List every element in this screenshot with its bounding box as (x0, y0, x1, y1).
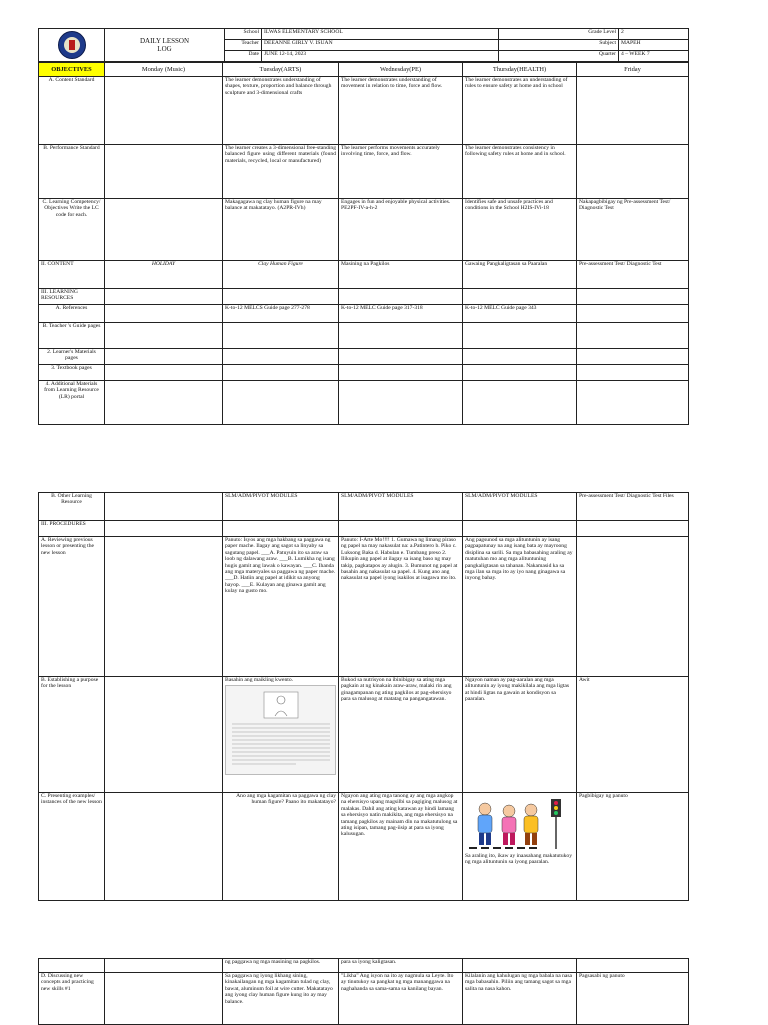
table-row (39, 289, 689, 305)
subject-value: MAPEH (619, 40, 689, 51)
table-cell (577, 381, 689, 425)
row-label: 4. Additional Materials from Learning Resource (LR) portal (39, 381, 105, 425)
table-cell (577, 323, 689, 349)
grade-level-value: 2 (619, 29, 689, 40)
table-row (39, 77, 689, 145)
table-cell: Panuto: Isyos ang mga hakbang sa paggawa ng paper mache. Ilagay ang sagot sa linyaby sa sagutang papel. ___A. Patuyuin ito sa araw sa loob ng dalawang araw. ___B. Lumikha ng isang hugis gamit ang lawak o kawayan. ___C. Ihanda ang mga materyales sa paggawa ng paper mache. ___D. Hatiin ang papel at idikit sa anyong hayop. ___E. Kulayan ang ginawa gamit ang kulay na gusto mo. (223, 537, 339, 677)
table-row (39, 349, 689, 365)
table-cell (463, 381, 577, 425)
table-cell: The learner demonstrates understanding of shapes, texture, proportion and balance through sculpture and 3-dimensional crafts (223, 77, 339, 145)
table-cell: Gawaing Pangkaligtasan sa Paaralan (463, 261, 577, 289)
table-cell (463, 365, 577, 381)
day-header-thursday: Thursday(HEALTH) (463, 63, 577, 77)
procedures-table (38, 492, 689, 901)
row-label: 3. Textbook pages (39, 365, 105, 381)
table-cell: Pagbibigay ng panuto (577, 793, 689, 901)
table-cell (105, 145, 223, 199)
table-cell (463, 793, 577, 901)
school-label: School (225, 29, 262, 40)
row-label: C. Learning Competency/ Objectives Write the LC code for each. (39, 199, 105, 261)
table-cell: Ang pagsunod sa mga alituntunin ay isang pagpapatunay na ang isang bata ay mayroong disiplina sa sarili. Sa mga babasahing araling ay matutuhan mo ang mga alituntuning pangkaligtasan sa tahanan. Nakamasid ka sa mga ilan sa mga ito ay iyo nang ginagawa sa inyong bahay. (463, 537, 577, 677)
table-cell (105, 959, 223, 973)
table-cell (105, 323, 223, 349)
children-crossing-icon (465, 795, 573, 851)
row-label: B. Establishing a purpose for the lesson (39, 677, 105, 793)
teacher-value: DEEANNE GIRLY V. ISUAN (262, 40, 499, 51)
table-row (39, 493, 689, 521)
table-cell: SLM/ADM/PIVOT MODULES (223, 493, 339, 521)
table-cell (577, 77, 689, 145)
table-cell: The learner demonstrates an understanding of rules to ensure safety at home and in school (463, 77, 577, 145)
table-cell: ng paggawa ng mga masining na pagkilos. (223, 959, 339, 973)
table-cell: Clay Human Figure (223, 261, 339, 289)
row-label: C. Presenting examples/ instances of the new lesson (39, 793, 105, 901)
table-cell (105, 537, 223, 677)
table-row (39, 521, 689, 537)
lesson-log-block-1 (38, 28, 688, 425)
table-cell: HOLIDAY (105, 261, 223, 289)
table-cell (223, 349, 339, 365)
lesson-text: Sa araling ito, ikaw ay inaasahang makatutukoy ng mga alituntunin sa iyong paaralan. (465, 853, 573, 866)
table-cell (223, 677, 339, 793)
row-label: B. Teacher 's Guide pages (39, 323, 105, 349)
table-cell (577, 305, 689, 323)
table-cell (339, 349, 463, 365)
table-cell (105, 199, 223, 261)
table-cell (105, 289, 223, 305)
deped-seal-icon (58, 31, 86, 59)
table-cell: Identifies safe and unsafe practices and conditions in the School H2IS-IVi-18 (463, 199, 577, 261)
table-cell (463, 289, 577, 305)
table-cell (577, 537, 689, 677)
table-row (39, 537, 689, 677)
objectives-table (38, 62, 689, 425)
header-table (38, 28, 689, 62)
table-cell (223, 521, 339, 537)
quarter-label: Quarter (499, 51, 619, 62)
lesson-log-block-3 (38, 958, 688, 1025)
table-cell: Pre-assessment Test/ Diagnostic Test Files (577, 493, 689, 521)
row-label: III. PROCEDURES (39, 521, 105, 537)
date-label: Date (225, 51, 262, 62)
table-cell (105, 365, 223, 381)
table-cell (105, 305, 223, 323)
table-cell (105, 793, 223, 901)
table-cell: Pre-assessment Test/ Diagnostic Test (577, 261, 689, 289)
table-cell (339, 381, 463, 425)
table-cell (577, 145, 689, 199)
table-cell: K-to-12 MELCS Guide page 277-278 (223, 305, 339, 323)
table-cell (105, 381, 223, 425)
table-cell (223, 323, 339, 349)
table-row (39, 793, 689, 901)
table-row (39, 973, 689, 1025)
story-page-image (225, 685, 336, 775)
row-label: B. Other Learning Resource (39, 493, 105, 521)
table-cell (105, 349, 223, 365)
table-cell: Pagsasabi ng panuto (577, 973, 689, 1025)
discussion-table (38, 958, 689, 1025)
table-cell: Sa paggawa ng iyong likhang sining, kinakailangan ng mga kagamitan tulad ng clay, bawat, aluminum foil at wire cutter. Makatatayo ang iyong clay human figure kung ito ay may balance. (223, 973, 339, 1025)
row-label: D. Discussing new concepts and practicing new skills #1 (39, 973, 105, 1025)
table-cell (339, 289, 463, 305)
table-cell (105, 77, 223, 145)
table-cell: The learner creates a 3-dimensional free-standing balanced figure using different materials (found materials, recycled, local or manufactured) (223, 145, 339, 199)
day-header-monday: Monday (Music) (105, 63, 223, 77)
deped-seal (39, 29, 105, 62)
table-cell (463, 349, 577, 365)
table-cell: SLM/ADM/PIVOT MODULES (339, 493, 463, 521)
table-cell: The learner demonstrates understanding of movement in relation to time, force and flow. (339, 77, 463, 145)
row-label: II. CONTENT (39, 261, 105, 289)
lesson-log-block-2 (38, 492, 688, 901)
table-cell (577, 365, 689, 381)
table-cell: Masining na Pagkilos (339, 261, 463, 289)
row-label: 2. Learner's Materials pages (39, 349, 105, 365)
table-cell (105, 677, 223, 793)
table-cell (105, 521, 223, 537)
table-cell (105, 493, 223, 521)
school-safety-image (465, 795, 574, 851)
table-cell (223, 365, 339, 381)
table-cell: Ngayon naman ay pag-aaralan ang mga alituntunin ay iyong makikilala ang mga ligtas at hindi ligtas na gawain at kondisyon sa paaralan. (463, 677, 577, 793)
table-cell: Engages in fun and enjoyable physical activities. PE2PF-IV-a-h-2 (339, 199, 463, 261)
table-cell: "Likha" Ang isyon na ito ay nagmula sa Leyte. Ito ay tinutukoy sa pangkat ng mga mananggawa na naghahanda sa sama-sama sa kanilang bayan. (339, 973, 463, 1025)
table-row (39, 145, 689, 199)
table-cell: Makagagawa ng clay human figure na may balance at makatatayo. (A2PR-IVh) (223, 199, 339, 261)
day-header-tuesday: Tuesday(ARTS) (223, 63, 339, 77)
date-value: JUNE 12-14, 2023 (262, 51, 499, 62)
table-row (39, 199, 689, 261)
table-cell (339, 365, 463, 381)
table-cell (105, 973, 223, 1025)
table-cell: Bukod sa nutrisyon na ibinibigay sa ating mga pagkain at ng kinakain araw-araw, malaki rin ang ginagampanan ng ating pagkilos at pag-ehersisyo para sa malusog at matatag na pangangatawan. (339, 677, 463, 793)
row-label: B. Performance Standard (39, 145, 105, 199)
subject-label: Subject (499, 40, 619, 51)
table-row (39, 677, 689, 793)
table-cell: The learner demonstrates consistency in following safety rules at home and in school. (463, 145, 577, 199)
table-row (39, 381, 689, 425)
story-prompt: Basahin ang maikling kwento. (225, 677, 294, 683)
story-illustration-icon (226, 686, 336, 772)
day-header-friday: Friday (577, 63, 689, 77)
table-cell (463, 323, 577, 349)
table-cell: The learner performs movements accurately involving time, force, and flow. (339, 145, 463, 199)
table-cell: para sa iyong kaligtasan. (339, 959, 463, 973)
table-cell: Ano ang mga kagamitan sa paggawa ng clay human figure? Paano ito makatatayo? (223, 793, 339, 901)
table-cell: K-to-12 MELC Guide page 317-318 (339, 305, 463, 323)
objectives-header: OBJECTIVES (39, 63, 105, 77)
table-cell (577, 289, 689, 305)
table-cell (223, 289, 339, 305)
table-row (39, 365, 689, 381)
table-cell (223, 381, 339, 425)
table-cell (577, 349, 689, 365)
table-cell (339, 521, 463, 537)
table-cell (463, 521, 577, 537)
teacher-label: Teacher (225, 40, 262, 51)
table-row (39, 305, 689, 323)
table-cell (463, 959, 577, 973)
grade-level-label: Grade Level (499, 29, 619, 40)
table-row (39, 261, 689, 289)
day-header-row (39, 63, 689, 77)
table-cell (577, 959, 689, 973)
table-cell: Nakapagbibigay ng Pre-assessment Test/ Diagnostic Test (577, 199, 689, 261)
row-label: A. References (39, 305, 105, 323)
table-cell: SLM/ADM/PIVOT MODULES (463, 493, 577, 521)
table-cell (39, 959, 105, 973)
table-cell: Kilalanin ang kahulugan ng mga babala na nasa mga babasahin. Piliin ang tamang sagot sa mga salita na nasa kahon. (463, 973, 577, 1025)
row-label: III. LEARNING RESOURCES (39, 289, 105, 305)
document-title: DAILY LESSON LOG (105, 29, 225, 62)
day-header-wednesday: Wednesday(PE) (339, 63, 463, 77)
row-label: A. Content Standard (39, 77, 105, 145)
table-cell (577, 521, 689, 537)
table-cell: Awit (577, 677, 689, 793)
table-cell: Panuto: I-Arte Mo!!!! 1. Gumawa ng limang piraso ng papel na may nakasulat na: a.Patintero b. Piko c. Luksong Baka d. Habulan e. Tumbang preso 2. Ilikupin ang papel at ilagay sa isang baso ng may takip, pagkatapos ay alugin. 3. Bumunot ng papel at basahin ang nakasulat sa papel. 4. Kung ano ang nakasulat sa papel iyong isakilos at isagawa mo ito. (339, 537, 463, 677)
school-value: ILWAS ELEMENTARY SCHOOL (262, 29, 499, 40)
table-cell (339, 323, 463, 349)
table-row (39, 323, 689, 349)
table-cell: K-to-12 MELC Guide page 343 (463, 305, 577, 323)
table-cell: Ngayon ang ating mga tanong ay ang mga angkop na ehersisyo upang magsilbi sa pagiging malusog at malakas. Dahil ang ating katawan ay hindi lamang sa ehersisyo natin makikita, ang mga ehersisyo na tamang pagkilos ay mainam din na makatutulong sa ating isipan, tamang pag-iisip at para sa iyong kalusugan. (339, 793, 463, 901)
table-row (39, 959, 689, 973)
row-label: A. Reviewing previous lesson or presenting the new lesson (39, 537, 105, 677)
quarter-value: 4 – WEEK 7 (619, 51, 689, 62)
